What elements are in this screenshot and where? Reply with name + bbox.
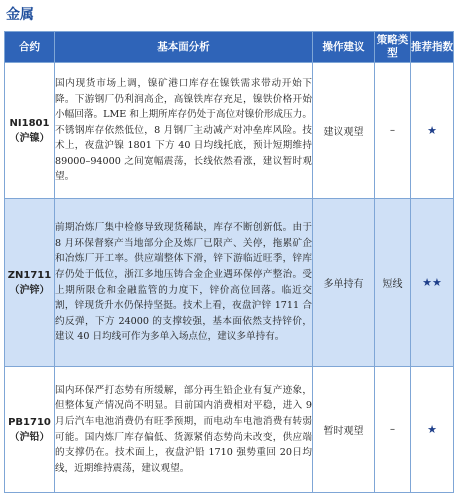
header-analysis: 基本面分析 bbox=[55, 32, 313, 63]
strategy-cell: – bbox=[375, 367, 411, 493]
operation-cell: 建议观望 bbox=[313, 63, 375, 199]
header-strategy: 策略类型 bbox=[375, 32, 411, 63]
analysis-cell: 前期冶炼厂集中检修导致现货稀缺，库存不断创新低。由于 8 月环保督察产当地部分企及炼厂已限产、关停，拖累矿企和冶炼厂开工率。供应端整体下滑，锌下游临近旺季，锌库存仍处于低位，浙江多地压铸合金企业遇环保停产整治。受上期所限仓和金融监管的力度下，锌价高位回落。临近交割，锌现货升水仍保持坚挺。技术上看，夜盘沪锌 1711 合约反弹，下方 24000 的支撑较强，基本面依然支持锌价，建议 40 日均线可作为多单入场点位，建议多单持有。 bbox=[55, 199, 313, 367]
header-rating: 推荐指数 bbox=[411, 32, 454, 63]
header-contract: 合约 bbox=[5, 32, 55, 63]
contract-name: （沪铅） bbox=[9, 431, 50, 443]
header-operation: 操作建议 bbox=[313, 32, 375, 63]
operation-cell: 暂时观望 bbox=[313, 367, 375, 493]
analysis-cell: 国内现货市场上调，镍矿港口库存在镍铁需求带动开始下降。下游钢厂仍利润高企，高镍铁库存充足，镍铁价格开始小幅回落。LME 和上期所库存仍处于高位对镍价形成压力。不锈钢库存依然低位，8 月钢厂主动减产对冲垒库风险。技术上，夜盘沪镍 1801 下方 40 日均线托底，预计短期维持89000–94000 之间宽幅震荡，长线依然看涨，建议暂时观望。 bbox=[55, 63, 313, 199]
rating-cell: ★★ bbox=[411, 199, 454, 367]
contract-code: NI1801 bbox=[9, 117, 50, 129]
contract-code: ZN1711 bbox=[7, 269, 52, 281]
analysis-cell: 国内环保严打态势有所缓解，部分再生铅企业有复产迹象，但整体复产情况尚不明显。目前国内消费相对平稳，进入 9 月后汽车电池消费仍有旺季预期，而电动车电池消费有转弱可能。国内炼厂库存偏低、货源紧俏态势尚未改变，供应端的支撑仍在。技术面上，夜盘沪铅 1710 强势重回 20日均线，近期维持震荡，建议观望。 bbox=[55, 367, 313, 493]
strategy-cell: 短线 bbox=[375, 199, 411, 367]
table-row bbox=[5, 63, 454, 199]
table-header-row bbox=[5, 32, 454, 63]
contract-code: PB1710 bbox=[8, 416, 51, 428]
contract-cell bbox=[5, 367, 55, 493]
rating-cell: ★ bbox=[411, 367, 454, 493]
table-row bbox=[5, 367, 454, 493]
operation-cell: 多单持有 bbox=[313, 199, 375, 367]
contract-name: （沪锌） bbox=[9, 284, 50, 296]
rating-cell: ★ bbox=[411, 63, 454, 199]
table-row bbox=[5, 199, 454, 367]
strategy-cell: – bbox=[375, 63, 411, 199]
contract-name: （沪镍） bbox=[9, 132, 50, 144]
recommendation-table bbox=[4, 31, 454, 493]
contract-cell bbox=[5, 199, 55, 367]
section-title: 金属 bbox=[6, 7, 34, 23]
contract-cell bbox=[5, 63, 55, 199]
